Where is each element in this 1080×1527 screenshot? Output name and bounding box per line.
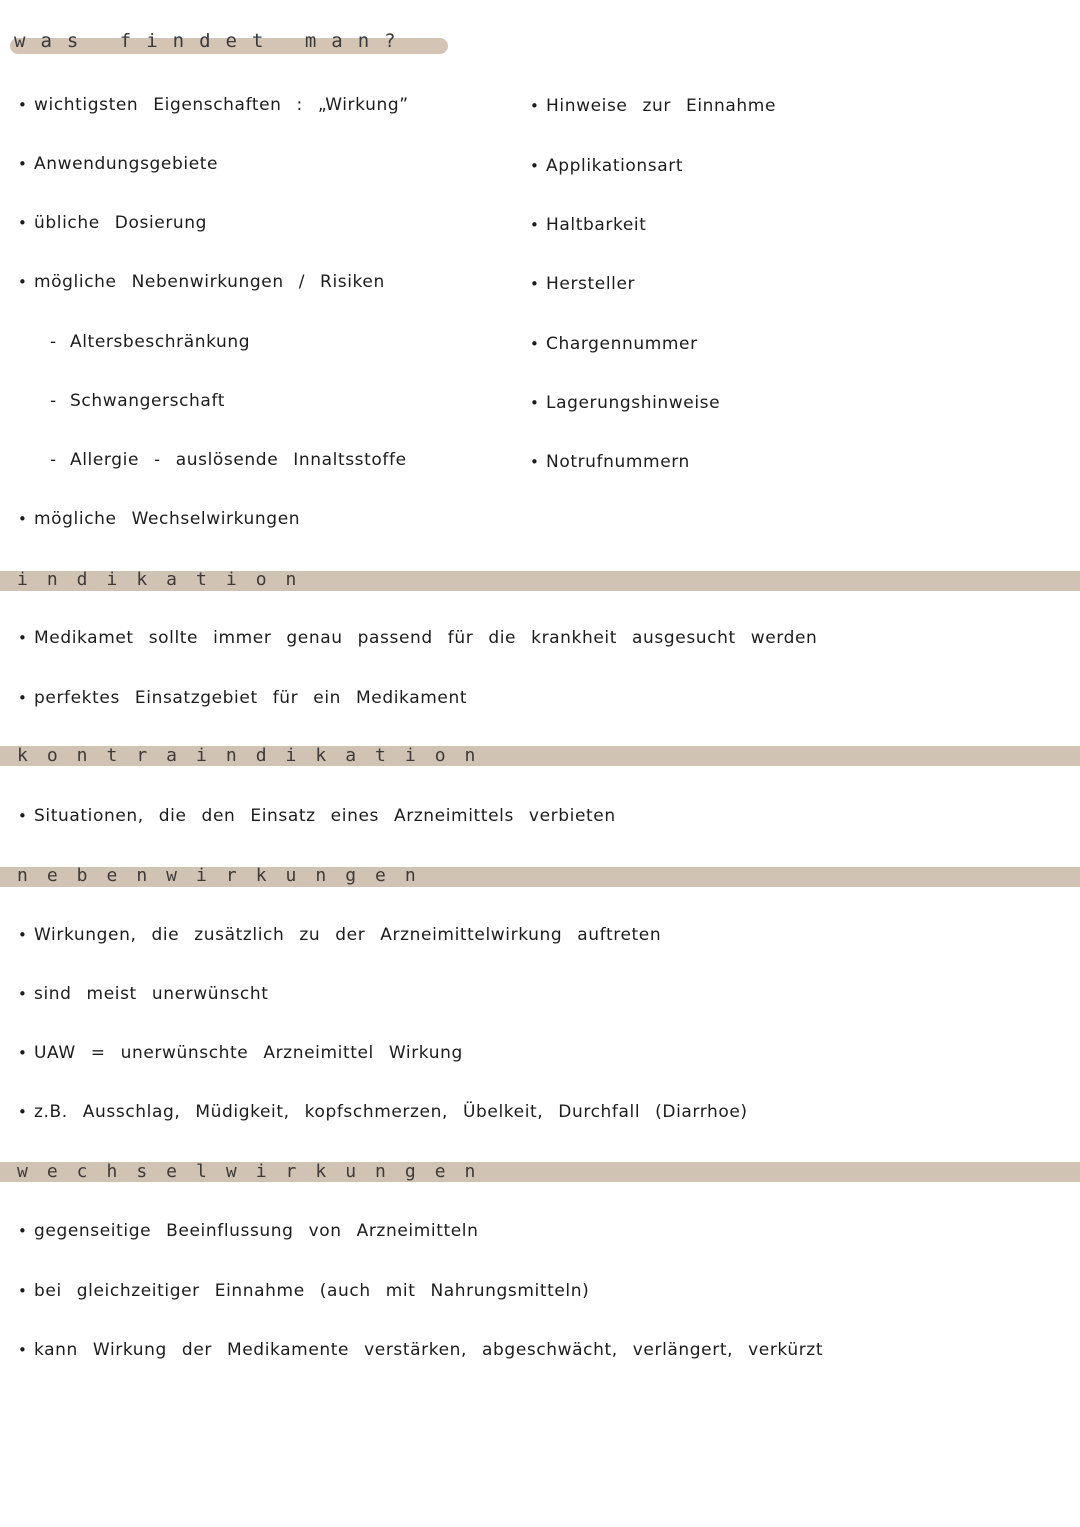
section-heading-indikation: indikation: [17, 569, 316, 590]
sub-list-item: - Schwangerschaft: [50, 391, 225, 411]
list-item: • Anwendungsgebiete: [18, 154, 218, 174]
list-item: • mögliche Nebenwirkungen / Risiken: [18, 272, 385, 292]
list-item: • Lagerungshinweise: [530, 393, 720, 413]
list-item: • übliche Dosierung: [18, 213, 207, 233]
list-item: • Haltbarkeit: [530, 215, 646, 235]
sub-list-item: - Allergie - auslösende Innaltsstoffe: [50, 450, 407, 470]
list-item: • Wirkungen, die zusätzlich zu der Arzneimittelwirkung auftreten: [18, 925, 661, 945]
list-item: • kann Wirkung der Medikamente verstärken, abgeschwächt, verlängert, verkürzt: [18, 1340, 823, 1360]
list-item: • Notrufnummern: [530, 452, 690, 472]
page-title: was findet man?: [14, 30, 411, 52]
list-item: • perfektes Einsatzgebiet für ein Medikament: [18, 688, 467, 708]
list-item: • mögliche Wechselwirkungen: [18, 509, 300, 529]
list-item: • UAW = unerwünschte Arzneimittel Wirkung: [18, 1043, 463, 1063]
section-heading-nebenwirkungen: nebenwirkungen: [17, 865, 435, 886]
sub-list-item: - Altersbeschränkung: [50, 332, 250, 352]
list-item: • Situationen, die den Einsatz eines Arzneimittels verbieten: [18, 806, 616, 826]
list-item: • bei gleichzeitiger Einnahme (auch mit Nahrungsmitteln): [18, 1281, 589, 1301]
list-item: • z.B. Ausschlag, Müdigkeit, kopfschmerzen, Übelkeit, Durchfall (Diarrhoe): [18, 1102, 748, 1122]
list-item: • Applikationsart: [530, 156, 683, 176]
list-item: • Chargennummer: [530, 334, 698, 354]
list-item: • sind meist unerwünscht: [18, 984, 269, 1004]
list-item: • gegenseitige Beeinflussung von Arzneimitteln: [18, 1221, 478, 1241]
list-item: • wichtigsten Eigenschaften : „Wirkung”: [18, 95, 409, 115]
list-item: • Medikamet sollte immer genau passend für die krankheit ausgesucht werden: [18, 628, 817, 648]
list-item: • Hinweise zur Einnahme: [530, 96, 776, 116]
section-heading-kontraindikation: kontraindikation: [17, 745, 495, 766]
section-heading-wechselwirkungen: wechselwirkungen: [17, 1161, 495, 1182]
list-item: • Hersteller: [530, 274, 635, 294]
